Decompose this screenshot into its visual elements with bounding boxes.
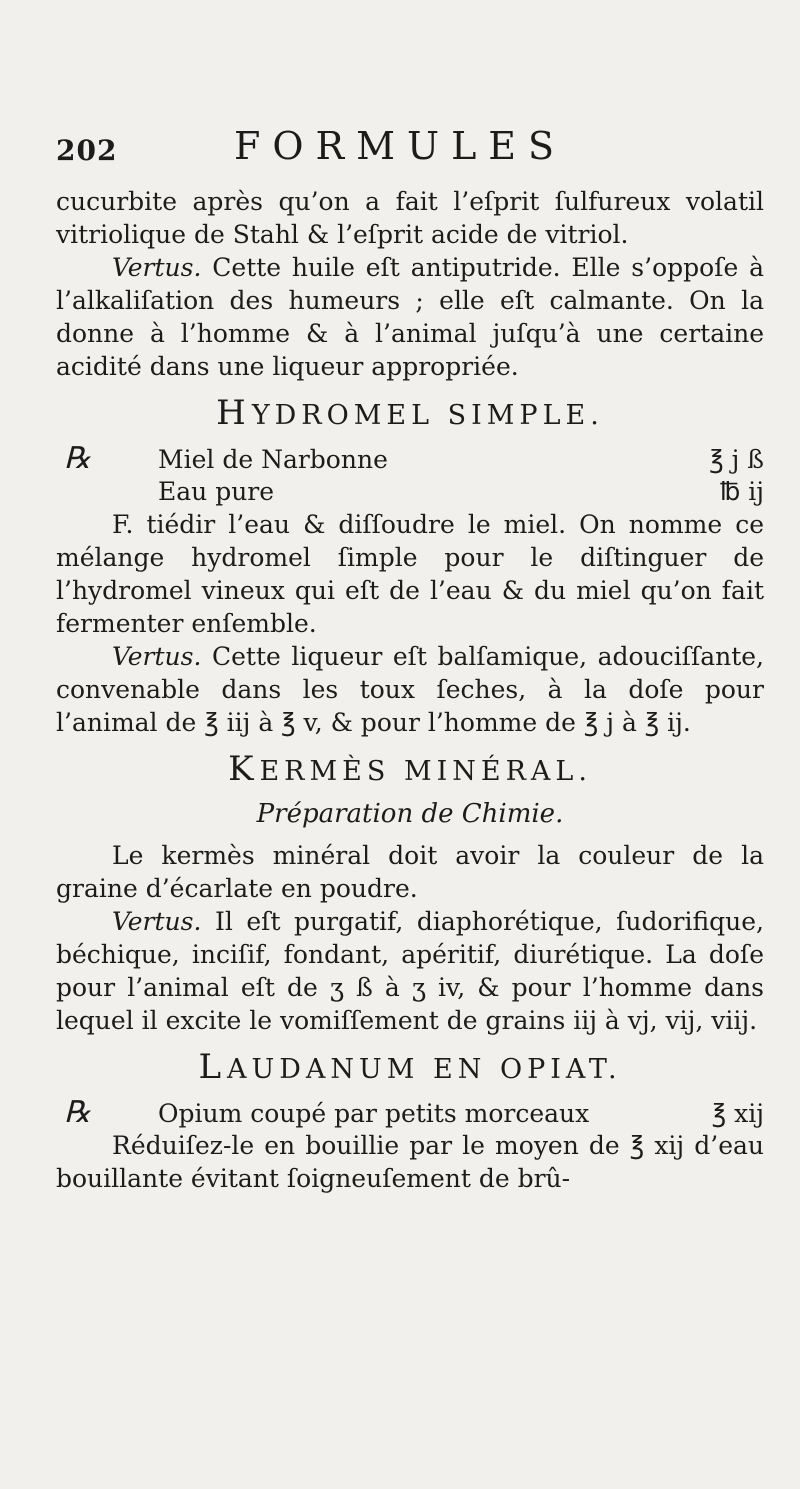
recipe-row xyxy=(56,1096,764,1129)
vertus-paragraph xyxy=(56,905,764,1037)
vertus-text: Il eſt purgatif, diaphorétique, ſudorifique, béchique, inciſif, fondant, apéritif, diurétique. La doſe pour l’animal eſt de ʒ ß à ʒ iv, & pour l’homme dans lequel il excite le vomiſſement de grains iij à vj, vij, viij. xyxy=(56,907,764,1035)
method-paragraph: F. tiédir l’eau & diſſoudre le miel. On nomme ce mélange hydromel ſimple pour le diſtinguer de l’hydromel vineux qui eſt de l’eau & du miel qu’on fait fermenter enſemble. xyxy=(56,510,764,638)
description-paragraph: Le kermès minéral doit avoir la couleur de la graine d’écarlate en poudre. xyxy=(56,841,764,903)
recipe-laudanum xyxy=(56,1096,764,1129)
quantity: ℥ j ß xyxy=(709,445,764,474)
continuation-paragraph: cucurbite après qu’on a fait l’eſprit ſulfureux volatil vitriolique de Stahl & l’eſprit acide de vitriol. xyxy=(56,187,764,249)
section-subtitle: Préparation de Chimie. xyxy=(256,799,564,829)
running-head: FORMULES xyxy=(234,124,567,168)
page-number: 202 xyxy=(56,134,118,167)
vertus-paragraph xyxy=(56,251,764,383)
vertus-paragraph xyxy=(56,640,764,739)
page-body xyxy=(56,185,764,1195)
vertus-text: Cette liqueur eſt balſamique, adouciſſante, convenable dans les toux ſeches, à la doſe pour l’animal de ℥ iij à ℥ v, & pour l’homme de ℥ j à ℥ ij. xyxy=(56,642,764,737)
vertus-text: Cette huile eſt antiputride. Elle s’oppoſe à l’alkaliſation des humeurs ; elle eſt calmante. On la donne à l’homme & à l’animal juſqu’à une certaine acidité dans une liqueur appropriée. xyxy=(56,253,764,381)
recipe-symbol: ℞ xyxy=(64,1095,91,1130)
section-title-hydromel: HYDROMEL SIMPLE. xyxy=(216,393,604,433)
vertus-label: Vertus. xyxy=(112,253,202,282)
recipe-symbol: ℞ xyxy=(64,441,91,476)
ingredient: Miel de Narbonne xyxy=(158,445,388,474)
ingredient: Eau pure xyxy=(158,477,275,506)
section-title-kermes: KERMÈS MINÉRAL. xyxy=(228,749,592,789)
page-header xyxy=(0,124,800,184)
ingredient: Opium coupé par petits morceaux xyxy=(158,1099,590,1128)
quantity: ℥ xij xyxy=(711,1099,764,1128)
vertus-label: Vertus. xyxy=(112,642,202,671)
section-title-laudanum: LAUDANUM EN OPIAT. xyxy=(198,1047,622,1087)
vertus-label: Vertus. xyxy=(112,907,202,936)
recipe-row xyxy=(56,442,764,475)
recipe-row xyxy=(56,475,764,508)
method-paragraph: Réduiſez-le en bouillie par le moyen de ℥ xij d’eau bouillante évitant ſoigneuſement de brû- xyxy=(56,1131,764,1193)
recipe-hydromel xyxy=(56,442,764,508)
quantity: ℔ ij xyxy=(719,477,764,506)
